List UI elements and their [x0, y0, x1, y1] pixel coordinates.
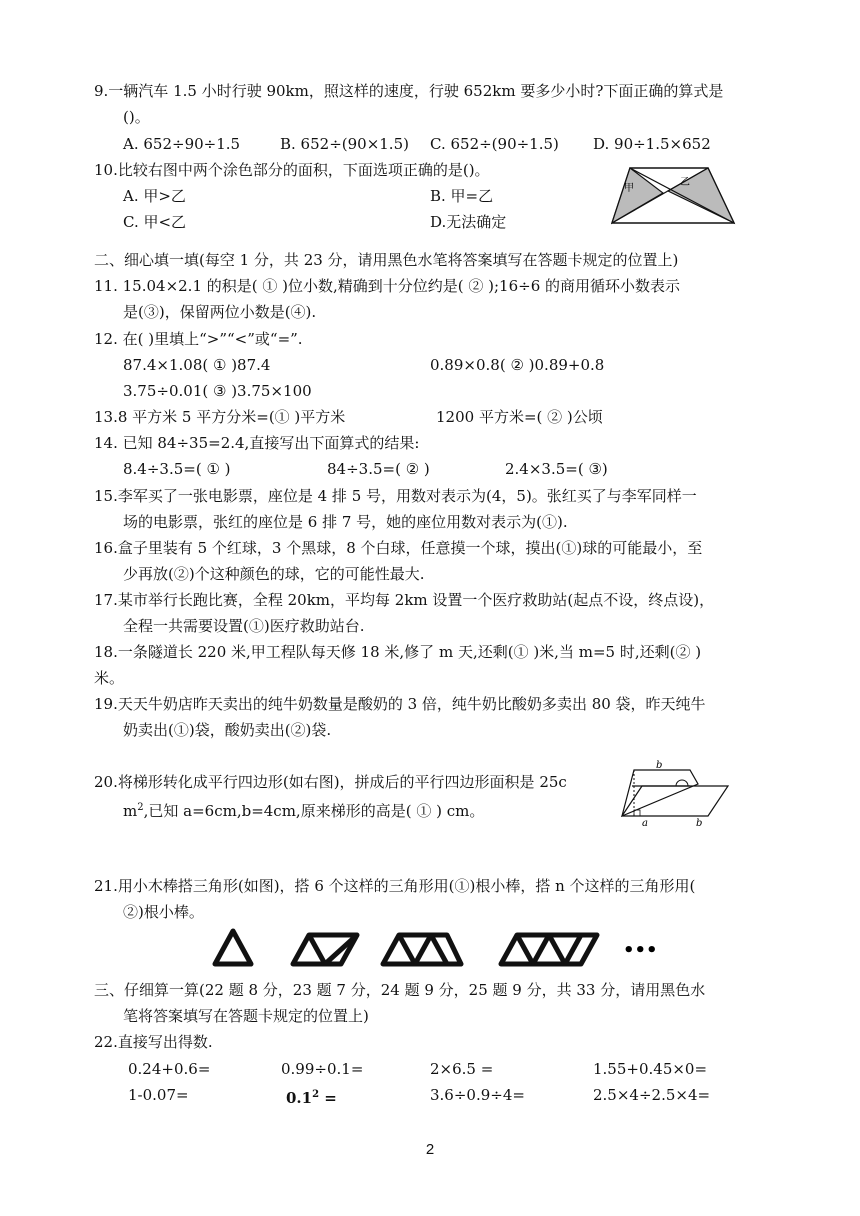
q14-part-c: 2.4×3.5=( ③) — [505, 460, 608, 478]
section-2-heading: 二、细心填一填(每空 1 分，共 23 分，请用黑色水笔将答案填写在答题卡规定的位置上) — [94, 251, 679, 269]
q22-item-4: 1.55+0.45×0= — [593, 1060, 708, 1078]
q12-part-b: 0.89×0.8( ② )0.89+0.8 — [430, 356, 605, 374]
fig-label-b-top: b — [656, 760, 663, 771]
ellipsis-dots: ••• — [623, 940, 658, 961]
q10-option-c: C. 甲<乙 — [123, 213, 187, 231]
q12-line1: 12. 在( )里填上“>”“<”或“=”. — [94, 330, 303, 348]
q20-line1: 20.将梯形转化成平行四边形(如右图)，拼成后的平行四边形面积是 25c — [94, 773, 567, 791]
fig-label-a: a — [642, 818, 648, 828]
section-3-heading-line2: 笔将答案填写在答题卡规定的位置上) — [123, 1007, 369, 1025]
page-number: 2 — [425, 1141, 435, 1158]
q10-option-b: B. 甲=乙 — [430, 187, 494, 205]
fig-label-b-bottom: b — [696, 818, 703, 828]
q11-line1: 11. 15.04×2.1 的积是( ① )位小数,精确到十分位约是( ② );16÷6 的商用循环小数表示 — [94, 277, 681, 295]
q22-item-6: $0.1^2$ = — [286, 1089, 337, 1107]
q19-line1: 19.天天牛奶店昨天卖出的纯牛奶数量是酸奶的 3 倍，纯牛奶比酸奶多卖出 80 袋，昨天纯牛 — [94, 695, 706, 713]
q13-part-b: 1200 平方米=( ② )公顷 — [436, 408, 603, 426]
matchstick-triangles-figure — [205, 924, 665, 972]
q12-part-c: 3.75÷0.01( ③ )3.75×100 — [123, 382, 312, 400]
q9-option-a: A. 652÷90÷1.5 — [123, 135, 241, 153]
q16-line2: 少再放(②)个这种颜色的球，它的可能性最大. — [123, 565, 425, 583]
q20-line2: $m^2$,已知 a=6cm,b=4cm,原来梯形的高是( ① ) cm。 — [123, 802, 485, 820]
q9-option-d: D. 90÷1.5×652 — [593, 135, 711, 153]
q14-line1: 14. 已知 84÷35=2.4,直接写出下面算式的结果: — [94, 434, 420, 452]
q13-part-a: 13.8 平方米 5 平方分米=(① )平方米 — [94, 408, 346, 426]
q21-line1: 21.用小木棒搭三角形(如图)，搭 6 个这样的三角形用(①)根小棒，搭 n 个这样的三角形用( — [94, 877, 696, 895]
q11-line2: 是(③)，保留两位小数是(④). — [123, 303, 317, 321]
q22-item-8: 2.5×4÷2.5×4= — [593, 1086, 711, 1104]
q22-item-3: 2×6.5 = — [430, 1060, 494, 1078]
q22-item-7: 3.6÷0.9÷4= — [430, 1086, 525, 1104]
q17-line1: 17.某市举行长跑比赛，全程 20km，平均每 2km 设置一个医疗救助站(起点不设，终点设)， — [94, 591, 715, 609]
q9-line2: ()。 — [123, 108, 150, 126]
q16-line1: 16.盒子里装有 5 个红球，3 个黑球，8 个白球，任意摸一个球，摸出(①)球的可能最小，至 — [94, 539, 703, 557]
q18-line1: 18.一条隧道长 220 米,甲工程队每天修 18 米,修了 m 天,还剩(① )米,当 m=5 时,还剩(② ) — [94, 643, 702, 661]
fig-label-yi: 乙 — [680, 177, 690, 188]
section-3-heading-line1: 三、仔细算一算(22 题 8 分，23 题 7 分，24 题 9 分，25 题 9 分，共 33 分，请用黑色水 — [94, 981, 706, 999]
trapezoid-figure-q10 — [608, 163, 738, 227]
q15-line2: 场的电影票，张红的座位是 6 排 7 号，她的座位用数对表示为(①). — [123, 513, 568, 531]
q9-option-b: B. 652÷(90×1.5) — [280, 135, 409, 153]
trapezoid-parallelogram-figure-q20 — [612, 758, 732, 828]
q14-part-a: 8.4÷3.5=( ① ) — [123, 460, 231, 478]
q19-line2: 奶卖出(①)袋，酸奶卖出(②)袋. — [123, 721, 332, 739]
q12-part-a: 87.4×1.08( ① )87.4 — [123, 356, 271, 374]
q18-line2: 米。 — [94, 669, 125, 687]
q22-item-5: 1-0.07= — [128, 1086, 189, 1104]
q17-line2: 全程一共需要设置(①)医疗救助站台. — [123, 617, 365, 635]
q9-option-c: C. 652÷(90÷1.5) — [430, 135, 559, 153]
q21-line2: ②)根小棒。 — [123, 903, 204, 921]
fig-label-jia: 甲 — [624, 183, 634, 194]
q10-line1: 10.比较右图中两个涂色部分的面积，下面选项正确的是()。 — [94, 161, 490, 179]
q22-item-2: 0.99÷0.1= — [281, 1060, 364, 1078]
q14-part-b: 84÷3.5=( ② ) — [327, 460, 430, 478]
q9-line1: 9.一辆汽车 1.5 小时行驶 90km，照这样的速度，行驶 652km 要多少小时?下面正确的算式是 — [94, 82, 724, 100]
q10-option-a: A. 甲>乙 — [123, 187, 186, 205]
q15-line1: 15.李军买了一张电影票，座位是 4 排 5 号，用数对表示为(4，5)。张红买了与李军同样一 — [94, 487, 697, 505]
q10-option-d: D.无法确定 — [430, 213, 507, 231]
q22-title: 22.直接写出得数. — [94, 1033, 213, 1051]
q22-item-1: 0.24+0.6= — [128, 1060, 211, 1078]
